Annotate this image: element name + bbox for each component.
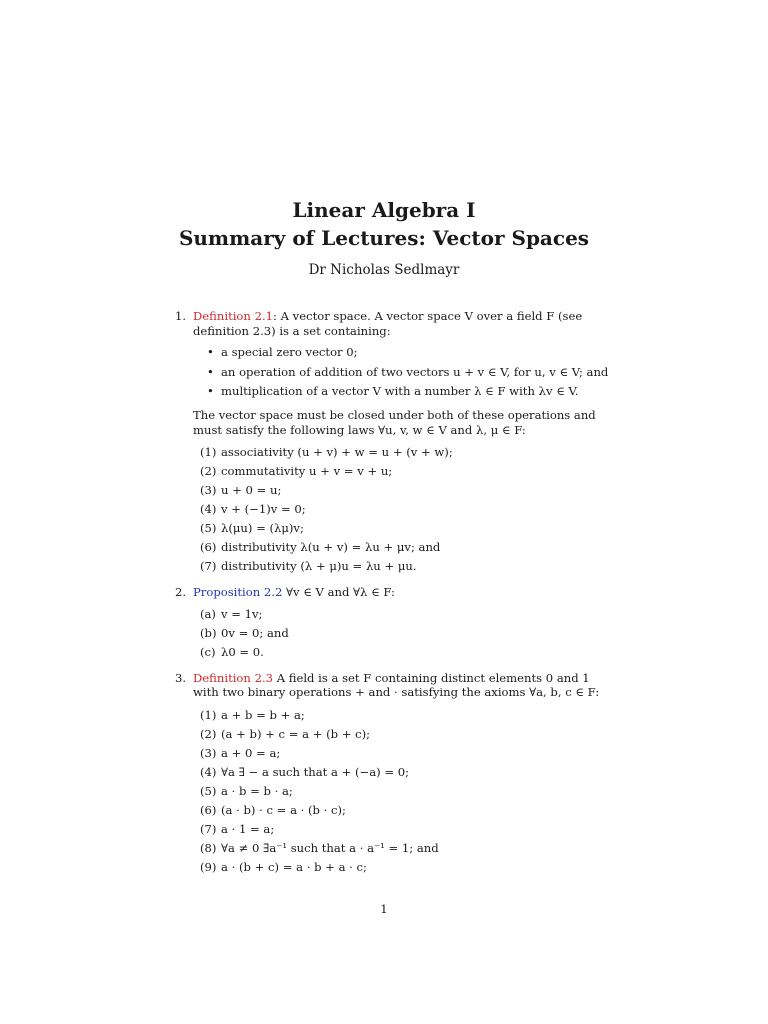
list-item [193,860,610,875]
item-text: u + 0 = u; [221,483,282,498]
item-text: a · b = b · a; [221,783,293,798]
list-item [193,784,610,799]
page-number: 1 [380,902,388,916]
title-block [0,196,768,252]
list-item [193,483,610,498]
section-intro [193,309,610,338]
item-text: (a · b) · c = a · (b · c); [221,802,346,817]
list-item [193,464,610,479]
list-item [193,765,610,780]
page-title: Linear Algebra I [292,198,476,222]
item-label: (c) [200,645,216,660]
section-number: 1. [175,309,187,323]
item-label: (4) [200,764,217,779]
item-text: a + 0 = a; [221,745,281,760]
list-item [193,708,610,723]
item-label: (a) [200,607,216,622]
item-label: (6) [200,540,217,555]
item-text: commutativity u + v = v + u; [221,464,393,479]
item-text: v + (−1)v = 0; [221,502,306,517]
section-number: 3. [175,670,187,685]
item-text: λ(μu) = (λμ)v; [221,521,304,536]
item-text: a + b = b + a; [221,708,305,722]
item-label: (3) [200,483,217,498]
item-text: ∀a ∃ − a such that a + (−a) = 0; [221,764,410,779]
section-definition-2-3 [175,671,610,875]
item-text: distributivity (λ + μ)u = λu + μu. [221,559,417,574]
item-label: (1) [200,445,217,460]
list-item [193,559,610,574]
section-number: 2. [175,584,187,599]
section-definition-2-1 [175,309,610,574]
item-label: (7) [200,559,217,574]
item-label: (5) [200,783,217,798]
list-item: • multiplication of a vector V with a number λ ∈ F with λv ∈ V. [193,384,610,399]
item-text: λ0 = 0. [221,645,264,660]
intro-text: ∀v ∈ V and ∀λ ∈ F: [282,584,395,599]
proposition-link[interactable]: Proposition 2.2 [193,584,283,599]
definition-link[interactable]: Definition 2.3 [193,670,274,685]
page-subtitle: Summary of Lectures: Vector Spaces [178,226,590,250]
item-text: distributivity λ(u + v) = λu + μv; and [221,540,441,555]
item-text: a · (b + c) = a · b + a · c; [221,859,367,874]
item-label: (7) [200,821,217,836]
author-name: Dr Nicholas Sedlmayr [308,262,460,278]
item-label: (5) [200,521,217,536]
item-label: (4) [200,502,217,517]
item-text: a · 1 = a; [221,821,275,836]
item-text: (a + b) + c = a + (b + c); [221,726,371,741]
list-item [193,540,610,555]
section-intro [193,671,610,700]
field-axiom-list [193,708,610,874]
item-label: (8) [200,840,217,855]
item-label: (9) [200,859,217,874]
list-item: • an operation of addition of two vectors u + v ∈ V, for u, v ∈ V; and [193,365,610,380]
section-proposition-2-2 [175,585,610,660]
list-item [193,746,610,761]
list-item [193,445,610,460]
section-intro [193,585,610,600]
list-item [193,841,610,856]
item-label: (2) [200,464,217,479]
list-item [193,645,610,660]
item-text: v = 1v; [221,607,263,622]
definition-link[interactable]: Definition 2.1 [193,309,274,323]
main-content [175,309,610,885]
list-item [193,607,610,622]
axioms-paragraph: The vector space must be closed under both of these operations and must satisfy the following laws ∀u, v, w ∈ V and λ, μ ∈ F: [193,407,596,437]
list-item [193,626,610,641]
bullet-list [193,345,610,399]
section-list [175,309,610,874]
list-item [193,502,610,517]
axiom-list [193,445,610,574]
item-label: (b) [200,626,217,641]
intro-text: : A vector space. A vector space V over a field F (see definition 2.3) is a set containing: [193,309,583,338]
list-item [193,727,610,742]
item-text: 0v = 0; and [221,626,289,641]
item-text: ∀a ≠ 0 ∃a⁻¹ such that a · a⁻¹ = 1; and [221,840,439,855]
list-item [193,803,610,818]
intro-text: A field is a set F containing distinct elements 0 and 1 with two binary operations + and · satisfying the axioms ∀a, b, c ∈ F: [193,670,600,700]
list-item [193,822,610,837]
item-label: (2) [200,726,217,741]
item-label: (6) [200,802,217,817]
property-list [193,607,610,660]
item-label: (1) [200,708,217,722]
item-text: associativity (u + v) + w = u + (v + w); [221,445,453,460]
list-item [193,521,610,536]
list-item: • a special zero vector 0; [193,345,610,360]
item-label: (3) [200,745,217,760]
